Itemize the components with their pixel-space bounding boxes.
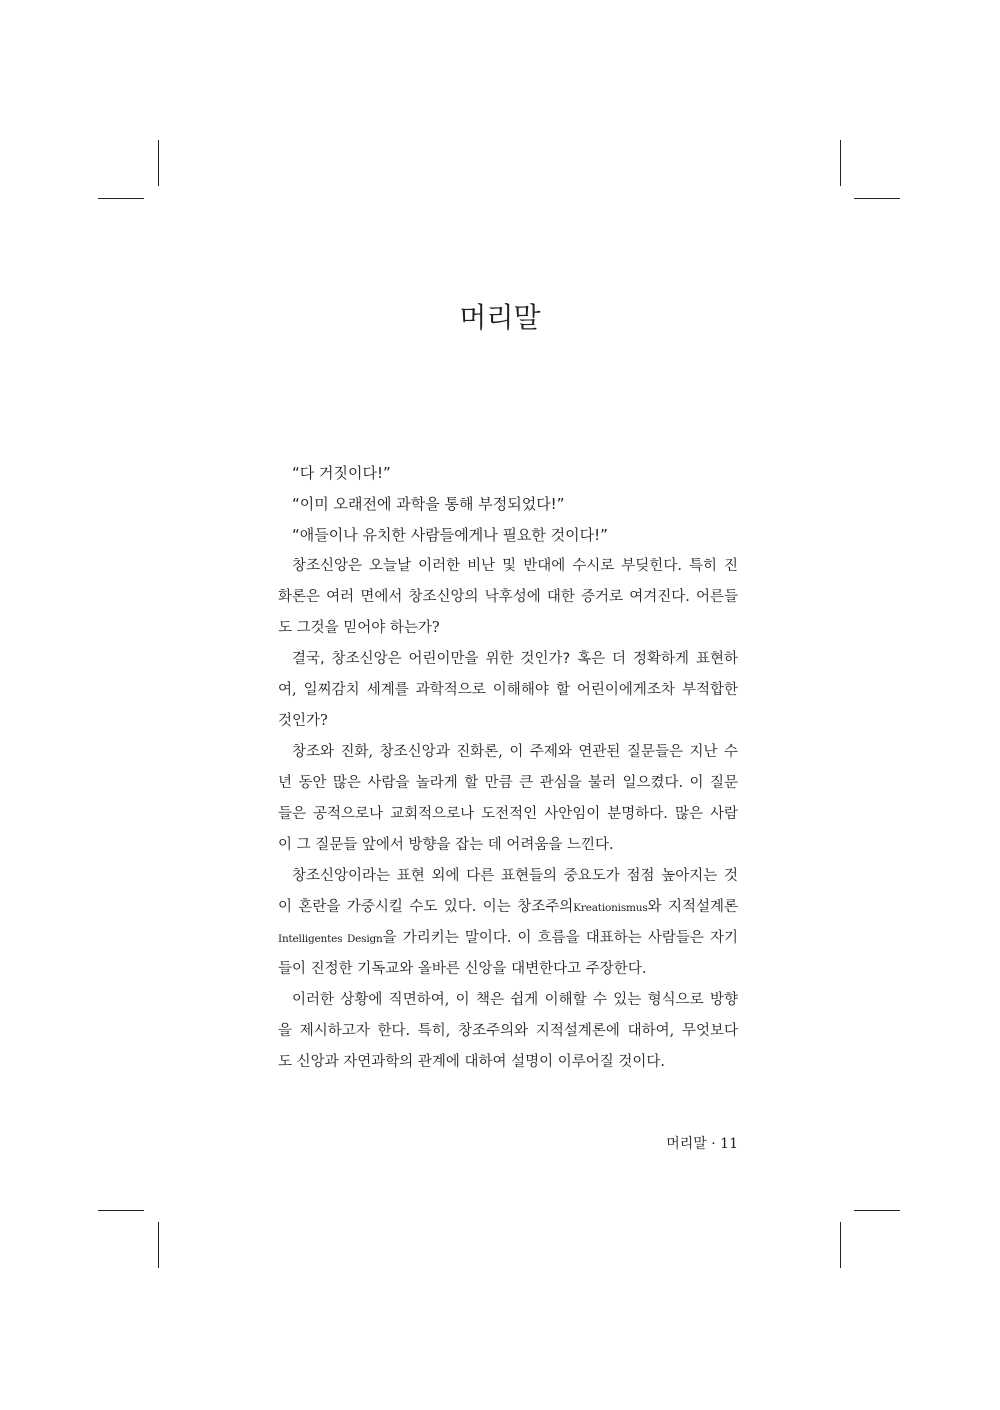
p5-line-3: 도 신앙과 자연과학의 관계에 대하여 설명이 이루어질 것이다. [278,1054,666,1070]
p3-line-2: 년 동안 많은 사람을 놀라게 할 만큼 큰 관심을 불러 일으켰다. 이 질문 [278,775,738,791]
p2-rest: 혹은 더 정확하게 표현하 [570,651,738,667]
footer-separator: · [711,1136,716,1152]
p2-line-3: 것인가? [278,713,328,729]
crop-mark-top-left-horizontal [98,198,144,199]
quote-3: “애들이나 유치한 사람들에게나 필요한 것이다!” [292,526,608,544]
p4-line-1: 창조신앙이라는 표현 외에 다른 표현들의 중요도가 점점 높아지는 것 [292,868,738,884]
crop-mark-bottom-left-horizontal [98,1210,144,1211]
crop-mark-top-right-horizontal [854,198,900,199]
p5-line-2: 을 제시하고자 한다. 특히, 창조주의와 지적설계론에 대하여, 무엇보다 [278,1023,738,1039]
crop-mark-bottom-right-horizontal [854,1210,900,1211]
p2-lead: 결국, 창조신앙은 어린이만을 위한 것인가? [292,651,571,667]
p4-line-4: 들이 진정한 기독교와 올바른 신앙을 대변한다고 주장한다. [278,961,647,977]
term-intelligentes-design: Intelligentes Design [278,933,383,945]
crop-mark-bottom-right-vertical [840,1222,841,1268]
p4-line-2-b: 와 지적설계론 [647,899,738,915]
p1-line-3: 도 그것을 믿어야 하는가? [278,620,440,636]
page-title: 머리말 [459,301,541,334]
crop-mark-top-left-vertical [158,140,159,186]
p4-line-2-a: 이 혼란을 가중시킬 수도 있다. 이는 창조주의 [278,899,574,915]
page-footer [666,1132,738,1156]
p2-line-2: 여, 일찌감치 세계를 과학적으로 이해해야 할 어린이에게조차 부적합한 [278,682,738,698]
running-footer-label: 머리말 [666,1136,707,1152]
p3-line-3: 들은 공적으로나 교회적으로나 도전적인 사안임이 분명하다. 많은 사람 [278,806,738,822]
p1-line-1: 창조신앙은 오늘날 이러한 비난 및 반대에 수시로 부딪힌다. 특히 진 [292,558,738,574]
p3-line-4: 이 그 질문들 앞에서 방향을 잡는 데 어려움을 느낀다. [278,837,614,853]
page-number: 11 [720,1136,738,1152]
crop-mark-bottom-left-vertical [158,1222,159,1268]
quote-2: “이미 오래전에 과학을 통해 부정되었다!” [292,495,565,513]
p4-line-3-b: 을 가리키는 말이다. 이 흐름을 대표하는 사람들은 자기 [382,930,738,946]
quote-1: “다 거짓이다!” [292,464,391,482]
body-text [278,458,738,1078]
p5-line-1: 이러한 상황에 직면하여, 이 책은 쉽게 이해할 수 있는 형식으로 방향 [292,992,738,1008]
crop-mark-top-right-vertical [840,140,841,186]
p4-line-2 [278,892,738,923]
p4-line-3 [278,923,738,954]
term-kreationismus: Kreationismus [573,902,648,914]
p1-line-2: 화론은 여러 면에서 창조신앙의 낙후성에 대한 증거로 여겨진다. 어른들 [278,589,738,605]
p2-line-1 [278,644,738,675]
p3-line-1: 창조와 진화, 창조신앙과 진화론, 이 주제와 연관된 질문들은 지난 수 [292,744,738,760]
